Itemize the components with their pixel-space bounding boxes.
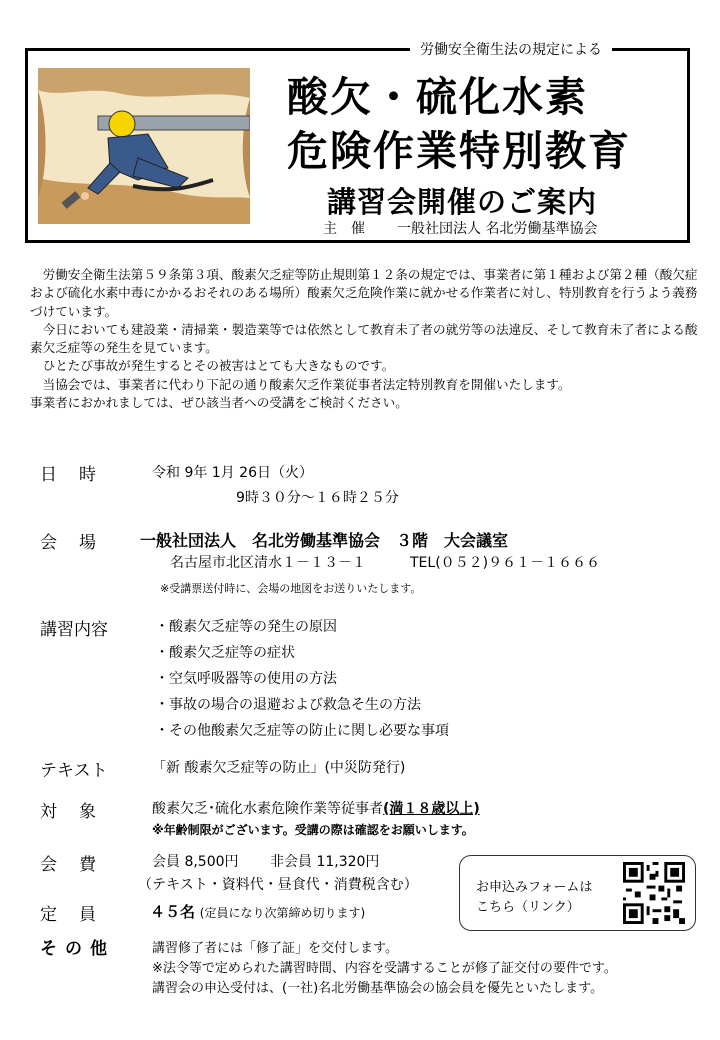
venue-tel: TEL(０５２)９６１－１６６６: [410, 555, 601, 571]
content-item: ・酸素欠乏症等の発生の原因: [155, 619, 337, 635]
intro-paragraph: 労働安全衛生法第５９条第３項、酸素欠乏症等防止規則第１２条の規定では、事業者に第１種および第２種（酸欠症および硫化水素中毒にかかるおそれのある場所）酸素欠乏危険作業に就かせる作業者に対し、特別教育を行うよう義務づけています。: [30, 267, 698, 319]
textbook: 「新 酸素欠乏症等の防止」(中災防発行): [152, 760, 406, 776]
sponsor: [323, 218, 597, 238]
other-label: その他: [40, 939, 115, 959]
target-age: (満１８歳以上): [383, 801, 480, 817]
intro-paragraph: 今日においても建設業・清掃業・製造業等では依然として教育未了者の就労等の法違反、そして教育未了者による酸素欠乏症等の発生を見ています。: [30, 321, 698, 356]
content-item: ・酸素欠乏症等の症状: [155, 645, 295, 661]
capacity: [150, 901, 365, 922]
fee-label: 会費: [40, 855, 118, 875]
title-line1: 酸欠・硫化水素: [287, 73, 588, 121]
target-label: 対象: [40, 802, 118, 822]
sponsor-label: 主催: [323, 221, 379, 237]
content-label: 講習内容: [40, 620, 108, 640]
venue-name: 一般社団法人 名北労働基準協会 ３階 大会議室: [140, 531, 509, 550]
application-text: [476, 878, 592, 918]
venue-label: 会場: [40, 533, 118, 553]
intro-text: [30, 266, 702, 412]
text-label: テキスト: [40, 761, 108, 781]
content-item: ・空気呼吸器等の使用の方法: [155, 671, 337, 687]
content-item: ・事故の場合の退避および救急そ生の方法: [155, 697, 421, 713]
capacity-label: 定員: [40, 905, 118, 925]
other-line: 講習会の申込受付は、(一社)名北労働基準協会の協会員を優先といたします。: [152, 981, 604, 996]
fee-member: 会員 8,500円: [152, 854, 239, 870]
intro-paragraph: 事業者におかれましては、ぜひ該当者への受講をご検討ください。: [30, 395, 408, 411]
date-label: 日時: [40, 465, 118, 485]
venue-address: 名古屋市北区清水１－１３－１: [170, 555, 366, 571]
fee-nonmember: 非会員 11,320円: [270, 854, 380, 870]
event-date: 令和 9年 1月 26日（火）: [152, 465, 313, 481]
target-audience: [152, 798, 480, 818]
application-line1: お申込みフォームは: [476, 880, 593, 895]
capacity-count: ４５名: [150, 903, 196, 921]
target-text: 酸素欠乏･硫化水素危険作業等従事者: [152, 801, 383, 817]
application-line2: こちら（リンク）: [476, 900, 580, 915]
content-item: ・その他酸素欠乏症等の防止に関し必要な事項: [155, 723, 449, 739]
worker-illustration: [38, 68, 250, 224]
capacity-note: (定員になり次第締め切ります): [199, 906, 366, 920]
subtitle: 講習会開催のご案内: [327, 185, 598, 219]
intro-paragraph: 当協会では、事業者に代わり下記の通り酸素欠乏作業従事者法定特別教育を開催いたします。: [42, 376, 571, 392]
other-line: 講習修了者には「修了証」を交付します。: [152, 941, 398, 956]
qr-code-icon[interactable]: [623, 862, 685, 924]
target-note: ※年齢制限がございます。受講の際は確認をお願いします。: [152, 823, 474, 837]
intro-paragraph: ひとたび事故が発生するとその被害はとても大きなものです。: [42, 358, 395, 374]
application-link[interactable]: [459, 855, 696, 931]
event-time: 9時３０分～１６時２５分: [236, 490, 399, 506]
other-line: ※法令等で定められた講習時間、内容を受講することが修了証交付の要件です。: [152, 961, 617, 976]
legal-note: 労働安全衛生法の規定による: [410, 39, 612, 59]
fee-note: （テキスト・資料代・昼食代・消費税含む）: [138, 877, 418, 893]
venue-note: ※受講票送付時に、会場の地図をお送りいたします。: [160, 582, 422, 595]
sponsor-name: 一般社団法人 名北労働基準協会: [397, 221, 598, 237]
title-line2: 危険作業特別教育: [287, 127, 631, 175]
